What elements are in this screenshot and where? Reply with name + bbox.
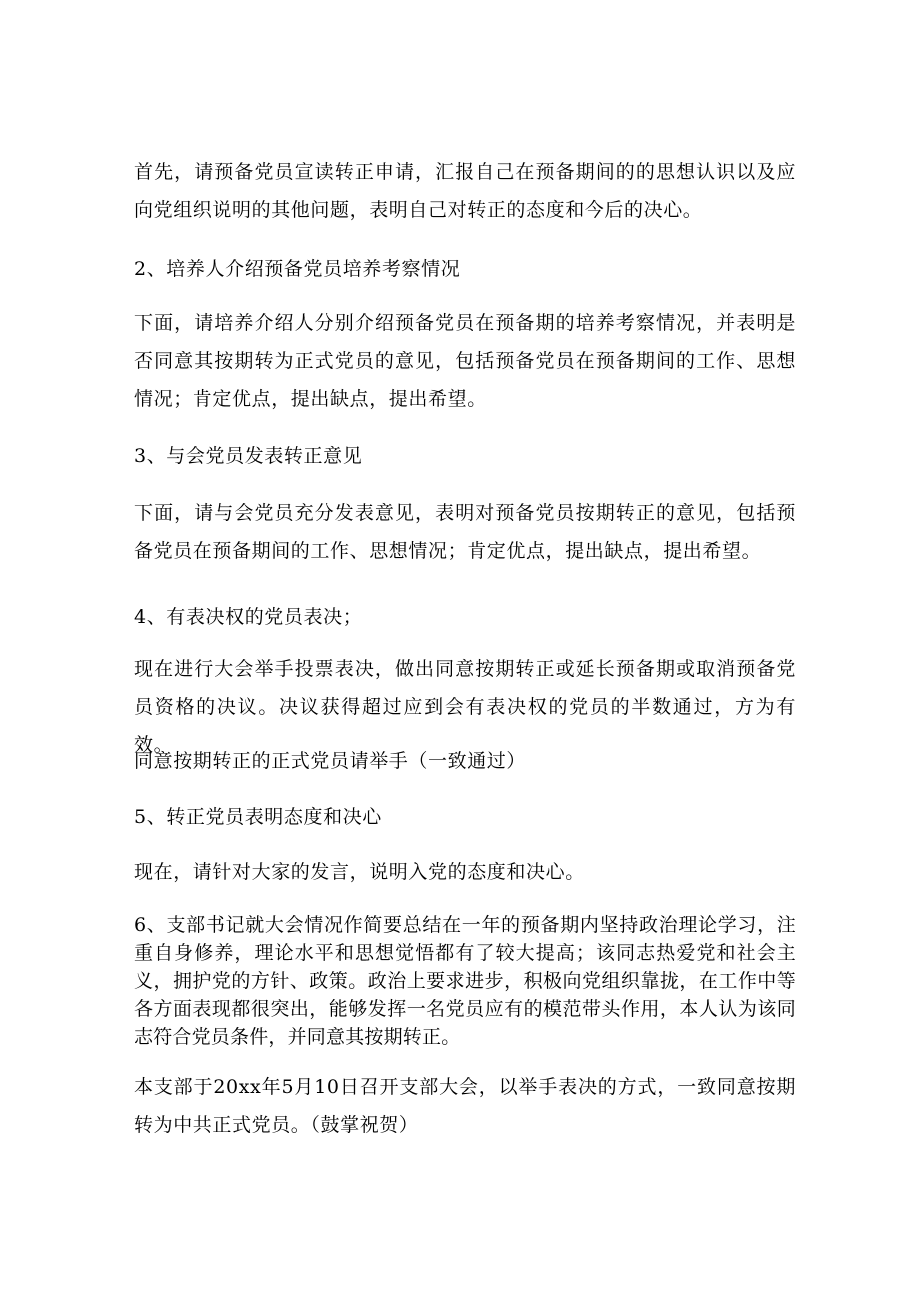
- section-4-paragraph: 现在进行大会举手投票表决，做出同意按期转正或延长预备期或取消预备党员资格的决议。决议获得超过应到会有表决权的党员的半数通过，方为有效。: [134, 658, 796, 756]
- section-heading-4: 4、有表决权的党员表决；: [134, 606, 363, 628]
- section-heading-2: 2、培养人介绍预备党员培养考察情况: [134, 258, 461, 280]
- vote-result-line: 同意按期转正的正式党员请举手（一致通过）: [134, 750, 527, 772]
- opening-paragraph: 首先，请预备党员宣读转正申请，汇报自己在预备期间的的思想认识以及应向党组织说明的其他问题，表明自己对转正的态度和今后的决心。: [134, 161, 796, 221]
- section-heading-3: 3、与会党员发表转正意见: [134, 445, 363, 467]
- section-heading-5: 5、转正党员表明态度和决心: [134, 806, 382, 828]
- section-3-paragraph: 下面，请与会党员充分发表意见，表明对预备党员按期转正的意见，包括预备党员在预备期间的工作、思想情况；肯定优点，提出缺点，提出希望。: [134, 502, 796, 562]
- section-5-paragraph: 现在，请针对大家的发言，说明入党的态度和决心。: [134, 861, 585, 883]
- section-2-paragraph: 下面，请培养介绍人分别介绍预备党员在预备期的培养考察情况，并表明是否同意其按期转为正式党员的意见，包括预备党员在预备期间的工作、思想情况；肯定优点，提出缺点，提出希望。: [134, 312, 796, 410]
- closing-paragraph: 本支部于20xx年5月10日召开支部大会，以举手表决的方式，一致同意按期转为中共正式党员。（鼓掌祝贺）: [134, 1076, 796, 1136]
- section-6-paragraph: 6、支部书记就大会情况作简要总结在一年的预备期内坚持政治理论学习，注重自身修养，理论水平和思想觉悟都有了较大提高；该同志热爱党和社会主义，拥护党的方针、政策。政治上要求进步，积极向党组织靠拢，在工作中等各方面表现都很突出，能够发挥一名党员应有的模范带头作用，本人认为该同志符合党员条件，并同意其按期转正。: [134, 914, 796, 1048]
